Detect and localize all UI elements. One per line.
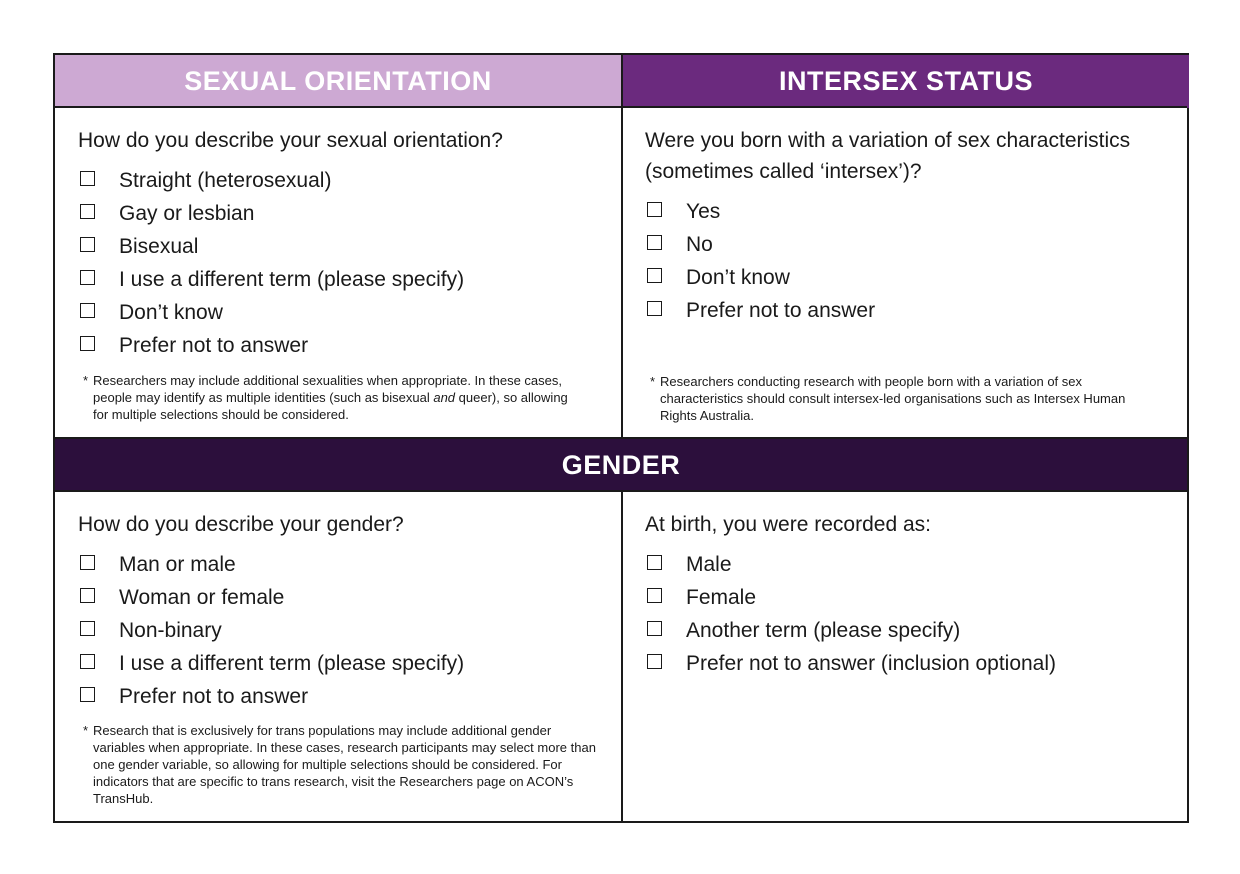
option-label: Prefer not to answer: [119, 684, 309, 708]
footnote-text: Research that is exclusively for trans populations may include additional gender variables when appropriate. In these cases, research participants may select more than one gender variable, so allowing for multiple selections should be considered. For indicators that are specific to trans research, visit the Researchers page on ACON’s TransHub.: [93, 723, 596, 806]
option-dont-know[interactable]: [645, 261, 1170, 294]
sexual-orientation-footnote: [83, 372, 583, 423]
gender-header: GENDER: [55, 439, 1187, 492]
option-gay-or-lesbian[interactable]: [78, 197, 598, 230]
option-label: Bisexual: [119, 234, 199, 258]
checkbox[interactable]: [80, 555, 95, 570]
checkbox[interactable]: [80, 204, 95, 219]
intersex-status-panel: [645, 125, 1170, 327]
checkbox[interactable]: [80, 171, 95, 186]
checkbox[interactable]: [80, 237, 95, 252]
survey-table: [53, 53, 1189, 823]
option-label: No: [686, 232, 713, 256]
checkbox[interactable]: [80, 687, 95, 702]
option-straight[interactable]: [78, 164, 598, 197]
option-another-term[interactable]: [645, 614, 1170, 647]
option-different-term[interactable]: [78, 263, 598, 296]
checkbox[interactable]: [647, 654, 662, 669]
footnote-text-part: Researchers may include additional sexualities when appropriate. In these cases, people may identify as multiple identities (such as bisexual: [93, 373, 562, 405]
option-label: Don’t know: [686, 265, 790, 289]
option-dont-know[interactable]: [78, 296, 598, 329]
checkbox[interactable]: [80, 654, 95, 669]
option-female[interactable]: [645, 581, 1170, 614]
option-woman-or-female[interactable]: [78, 581, 598, 614]
option-label: Man or male: [119, 552, 236, 576]
divider-vertical-bottom: [621, 492, 623, 821]
checkbox[interactable]: [647, 202, 662, 217]
option-label: Male: [686, 552, 732, 576]
option-label: I use a different term (please specify): [119, 267, 465, 291]
checkbox[interactable]: [80, 621, 95, 636]
divider-under-top-headers: [55, 106, 1187, 108]
option-label: Straight (heterosexual): [119, 168, 332, 192]
option-man-or-male[interactable]: [78, 548, 598, 581]
footnote-text: [93, 372, 583, 423]
birth-panel: [645, 509, 1170, 680]
sexual-orientation-question: How do you describe your sexual orientation?: [78, 129, 503, 152]
checkbox[interactable]: [647, 301, 662, 316]
option-label: Another term (please specify): [686, 618, 961, 642]
option-non-binary[interactable]: [78, 614, 598, 647]
divider-under-gender-header: [55, 490, 1187, 492]
divider-vertical-top: [621, 55, 623, 439]
intersex-status-question: Were you born with a variation of sex characteristics (sometimes called ‘intersex’)?: [645, 129, 1131, 183]
option-prefer-not-to-answer[interactable]: [645, 294, 1170, 327]
option-prefer-not-to-answer[interactable]: [78, 329, 598, 362]
option-label: Female: [686, 585, 757, 609]
checkbox[interactable]: [647, 555, 662, 570]
option-label: Prefer not to answer: [686, 298, 876, 322]
footnote-text: Researchers conducting research with people born with a variation of sex characteristics should consult intersex-led organisations such as Intersex Human Rights Australia.: [660, 374, 1126, 423]
footnote-asterisk: *: [650, 374, 656, 389]
option-bisexual[interactable]: [78, 230, 598, 263]
birth-question: At birth, you were recorded as:: [645, 513, 931, 536]
option-label: Yes: [686, 199, 721, 223]
checkbox[interactable]: [80, 336, 95, 351]
footnote-asterisk: *: [83, 373, 89, 388]
checkbox[interactable]: [647, 235, 662, 250]
gender-footnote: [83, 722, 603, 807]
footnote-emphasis: and: [433, 390, 456, 405]
checkbox[interactable]: [647, 621, 662, 636]
option-prefer-not-to-answer[interactable]: [78, 680, 598, 713]
checkbox[interactable]: [80, 588, 95, 603]
checkbox[interactable]: [80, 270, 95, 285]
checkbox[interactable]: [647, 588, 662, 603]
sexual-orientation-header: SEXUAL ORIENTATION: [55, 55, 621, 108]
gender-panel: [78, 509, 598, 713]
option-label: I use a different term (please specify): [119, 651, 465, 675]
intersex-status-footnote: [650, 373, 1155, 424]
option-label: Don’t know: [119, 300, 223, 324]
gender-question: How do you describe your gender?: [78, 513, 404, 536]
footnote-asterisk: *: [83, 723, 89, 738]
footnote-text-part: queer), so allowing for multiple selections should be considered.: [93, 390, 568, 422]
gender-options: [78, 548, 598, 713]
option-label: Prefer not to answer (inclusion optional): [686, 651, 1057, 675]
option-label: Woman or female: [119, 585, 285, 609]
option-male[interactable]: [645, 548, 1170, 581]
option-label: Gay or lesbian: [119, 201, 255, 225]
intersex-status-header: INTERSEX STATUS: [623, 55, 1189, 108]
option-label: Non-binary: [119, 618, 222, 642]
option-different-term[interactable]: [78, 647, 598, 680]
intersex-status-options: [645, 195, 1170, 327]
birth-options: [645, 548, 1170, 680]
option-label: Prefer not to answer: [119, 333, 309, 357]
sexual-orientation-options: [78, 164, 598, 362]
option-yes[interactable]: [645, 195, 1170, 228]
divider-above-gender-header: [55, 437, 1187, 439]
option-no[interactable]: [645, 228, 1170, 261]
checkbox[interactable]: [80, 303, 95, 318]
option-prefer-not-to-answer[interactable]: [645, 647, 1170, 680]
checkbox[interactable]: [647, 268, 662, 283]
sexual-orientation-panel: [78, 125, 598, 362]
